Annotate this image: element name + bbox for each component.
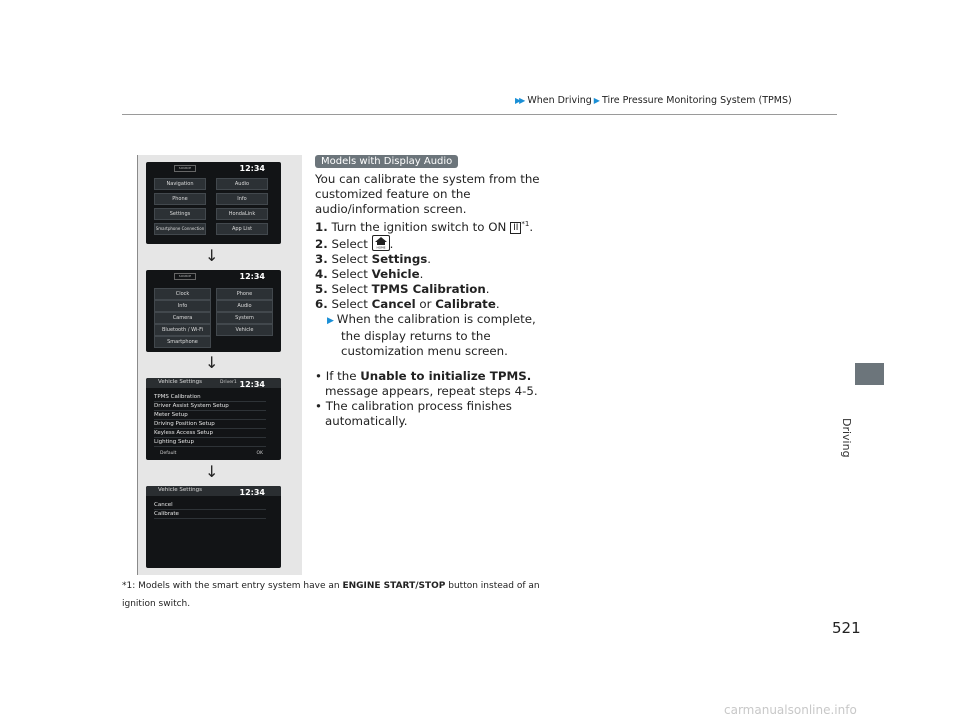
driver-tag: Driver1	[220, 380, 237, 385]
ok-button: OK	[256, 451, 263, 456]
down-arrow-icon: ↓	[205, 462, 219, 481]
breadcrumb-section: When Driving	[527, 95, 592, 106]
source-button: SOURCE	[174, 165, 196, 172]
home-navigation: Navigation	[154, 178, 206, 190]
svg-text:HOME: HOME	[376, 245, 386, 249]
settings-smartphone: Smartphone	[154, 336, 211, 348]
footnote-ref: *1	[521, 220, 530, 228]
down-arrow-icon: ↓	[205, 353, 219, 372]
clock-time: 12:34	[239, 380, 265, 389]
settings-phone: Phone	[216, 288, 273, 300]
vehicle-item: Keyless Access Setup	[154, 429, 266, 438]
step-5: 5. Select TPMS Calibration.	[315, 282, 490, 296]
home-applist: App List	[216, 223, 268, 235]
spacer	[315, 359, 555, 369]
settings-audio: Audio	[216, 300, 273, 312]
home-audio: Audio	[216, 178, 268, 190]
vehicle-settings-screen	[146, 378, 281, 460]
source-button: SOURCE	[174, 273, 196, 280]
intro-text: You can calibrate the system from the customized feature on the audio/information screen.	[315, 172, 540, 216]
step-6: 6. Select Cancel or Calibrate.	[315, 297, 500, 311]
model-badge: Models with Display Audio	[315, 155, 458, 168]
bullet-2: • The calibration process finishes automatically.	[315, 399, 512, 428]
home-screen	[146, 162, 281, 244]
home-hondalink: HondaLink	[216, 208, 268, 220]
clock-time: 12:34	[239, 164, 265, 173]
screen-title: Vehicle Settings	[158, 487, 202, 493]
vehicle-item: TPMS Calibration	[154, 393, 266, 402]
home-info: Info	[216, 193, 268, 205]
down-arrow-icon: ↓	[205, 246, 219, 265]
footnote: *1: Models with the smart entry system have an ENGINE START/STOP button instead of an ignition switch.	[122, 581, 540, 609]
step-2: 2. Select HOME .	[315, 237, 394, 251]
home-settings: Settings	[154, 208, 206, 220]
header-rule	[122, 114, 837, 115]
settings-vehicle: Vehicle	[216, 324, 273, 336]
result-arrow-icon: ▶	[327, 316, 337, 326]
settings-screen	[146, 270, 281, 352]
watermark: carmanualsonline.info	[724, 703, 857, 717]
chapter-label: Driving	[840, 418, 853, 458]
step-3: 3. Select Settings.	[315, 252, 432, 266]
vehicle-item: Driver Assist System Setup	[154, 402, 266, 411]
instructions	[315, 172, 555, 429]
tpms-calibrate: Calibrate	[154, 510, 266, 519]
settings-camera: Camera	[154, 312, 211, 324]
vehicle-item: Driving Position Setup	[154, 420, 266, 429]
settings-bluetooth: Bluetooth / Wi-Fi	[154, 324, 211, 336]
step-6-result: ▶ When the calibration is complete, the display returns to the customization menu screen.	[327, 312, 536, 358]
settings-system: System	[216, 312, 273, 324]
breadcrumb-separator-icon: ▶	[593, 96, 600, 105]
vehicle-item: Meter Setup	[154, 411, 266, 420]
home-icon	[372, 235, 390, 251]
page-number: 521	[832, 619, 861, 637]
vehicle-item: Lighting Setup	[154, 438, 266, 447]
clock-time: 12:34	[239, 488, 265, 497]
bullet-1: • If the Unable to initialize TPMS. message appears, repeat steps 4-5.	[315, 369, 538, 398]
home-smartphone: Smartphone Connection	[154, 223, 206, 235]
settings-clock: Clock	[154, 288, 211, 300]
home-phone: Phone	[154, 193, 206, 205]
breadcrumb-arrow-icon: ▶▶	[515, 96, 524, 105]
breadcrumb	[515, 95, 792, 106]
ignition-symbol: II	[510, 222, 521, 234]
screen-title: Vehicle Settings	[158, 379, 202, 385]
settings-info: Info	[154, 300, 211, 312]
tpms-screen	[146, 486, 281, 568]
step-1: 1. Turn the ignition switch to ON II $^{*1}$.	[315, 220, 534, 234]
clock-time: 12:34	[239, 272, 265, 281]
chapter-tab	[855, 363, 884, 385]
breadcrumb-topic: Tire Pressure Monitoring System (TPMS)	[601, 95, 792, 106]
step-4: 4. Select Vehicle.	[315, 267, 424, 281]
tpms-cancel: Cancel	[154, 501, 266, 510]
default-button: Default	[160, 451, 177, 456]
